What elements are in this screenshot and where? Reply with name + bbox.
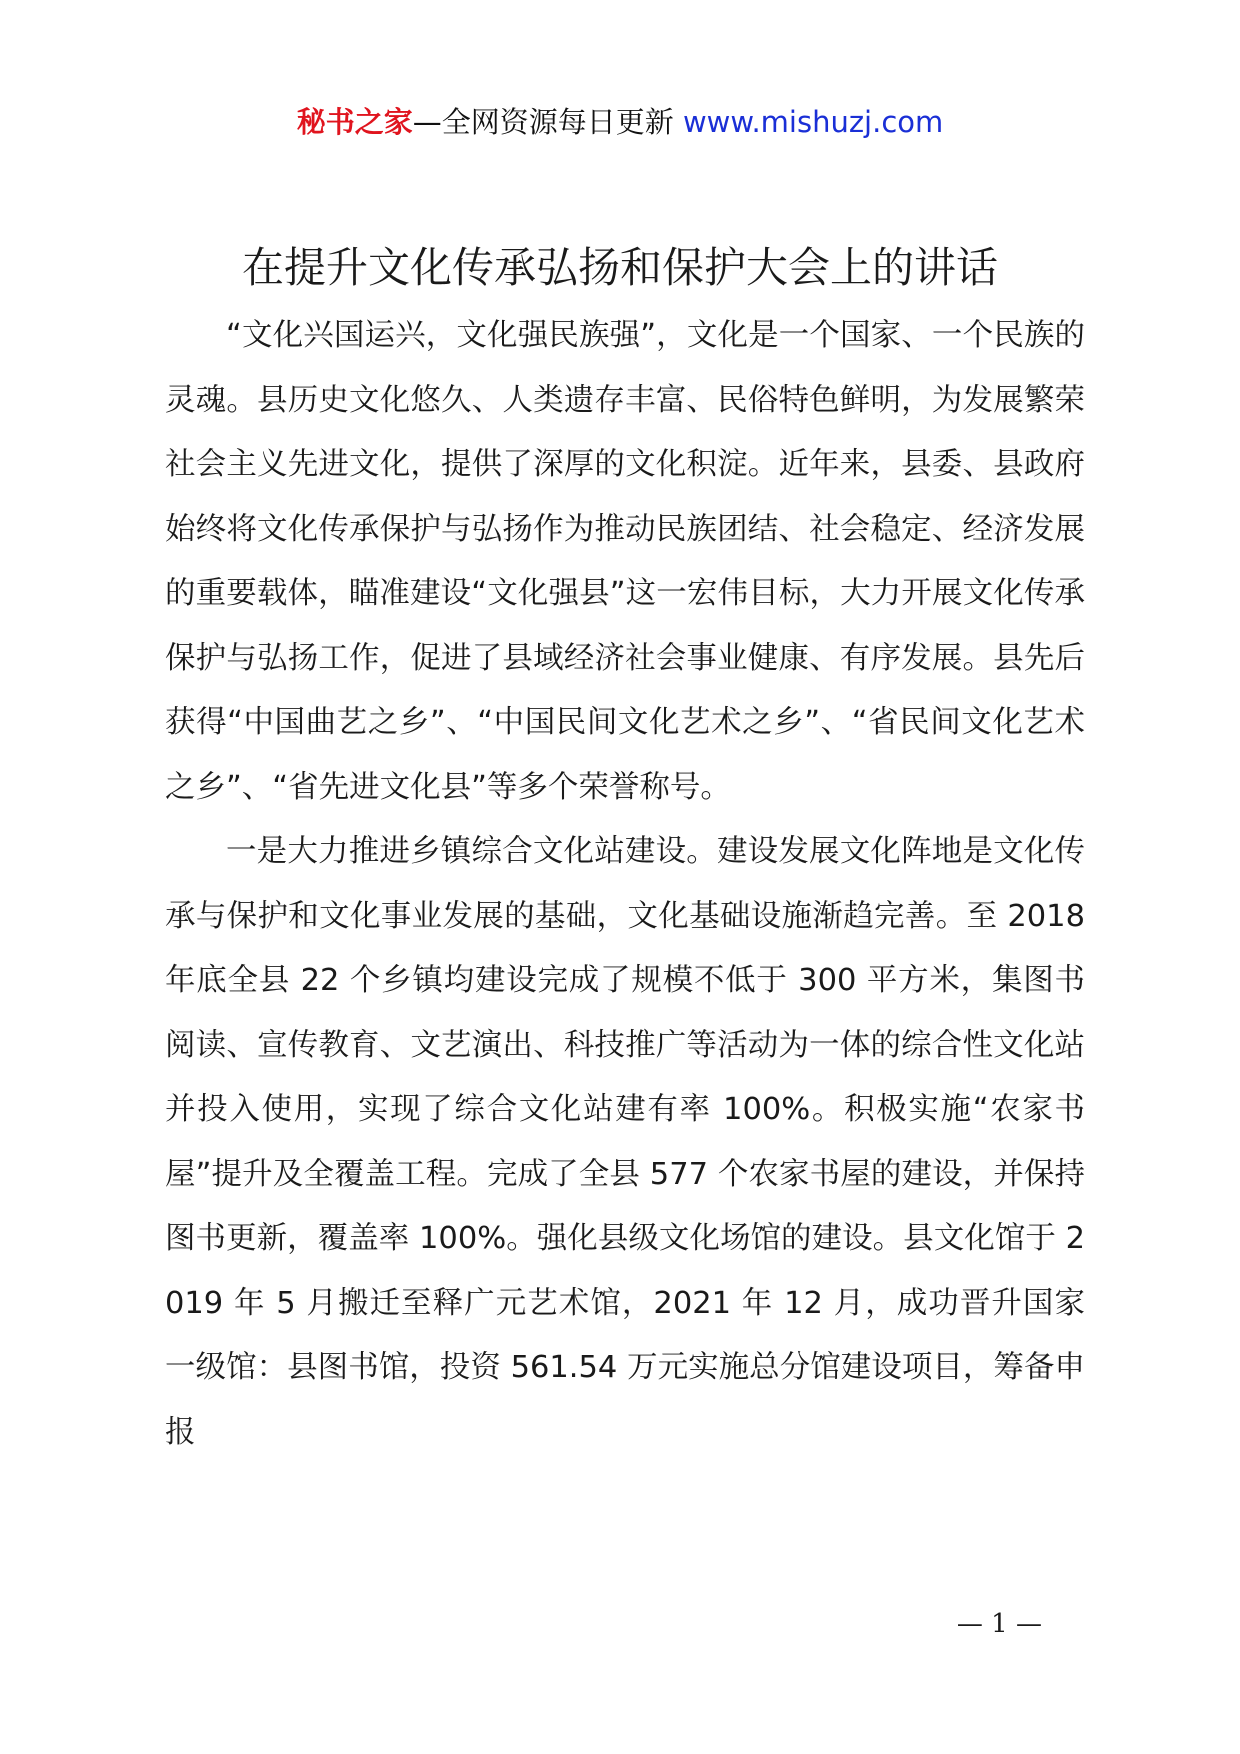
paragraph-intro: “文化兴国运兴，文化强民族强”，文化是一个国家、一个民族的灵魂。县历史文化悠久、人类遗存丰富、民俗特色鲜明，为发展繁荣社会主义先进文化，提供了深厚的文化积淀。近年来，县委、县政府始终将文化传承保护与弘扬作为推动民族团结、社会稳定、经济发展的重要载体，瞄准建设“文化强县”这一宏伟目标，大力开展文化传承保护与弘扬工作，促进了县域经济社会事业健康、有序发展。县先后获得“中国曲艺之乡”、“中国民间文化艺术之乡”、“省民间文化艺术之乡”、“省先进文化县”等多个荣誉称号。 <box>165 318 1085 805</box>
site-url-link[interactable]: www.mishuzj.com <box>682 105 944 139</box>
site-tagline: —全网资源每日更新 <box>412 105 683 139</box>
page-number: — 1 — <box>956 1609 1042 1639</box>
paragraph-section-one: 一是大力推进乡镇综合文化站建设。建设发展文化阵地是文化传承与保护和文化事业发展的基础，文化基础设施渐趋完善。至 2018 年底全县 22 个乡镇均建设完成了规模不低于 300 平方米，集图书阅读、宣传教育、文艺演出、科技推广等活动为一体的综合性文化站并投入使用，实现了综合文化站建有率 100%。积极实施“农家书屋”提升及全覆盖工程。完成了全县 577 个农家书屋的建设，并保持图书更新，覆盖率 100%。强化县级文化场馆的建设。县文化馆于 2019 年 5 月搬迁至释广元艺术馆，2021 年 12 月，成功晋升国家一级馆：县图书馆，投资 561.54 万元实施总分馆建设项目，筹备申报 <box>165 834 1085 1450</box>
site-brand: 秘书之家 <box>296 105 413 139</box>
document-title: 在提升文化传承弘扬和保护大会上的讲话 <box>241 243 998 292</box>
document-body <box>165 304 1085 1465</box>
site-header <box>0 100 1240 144</box>
